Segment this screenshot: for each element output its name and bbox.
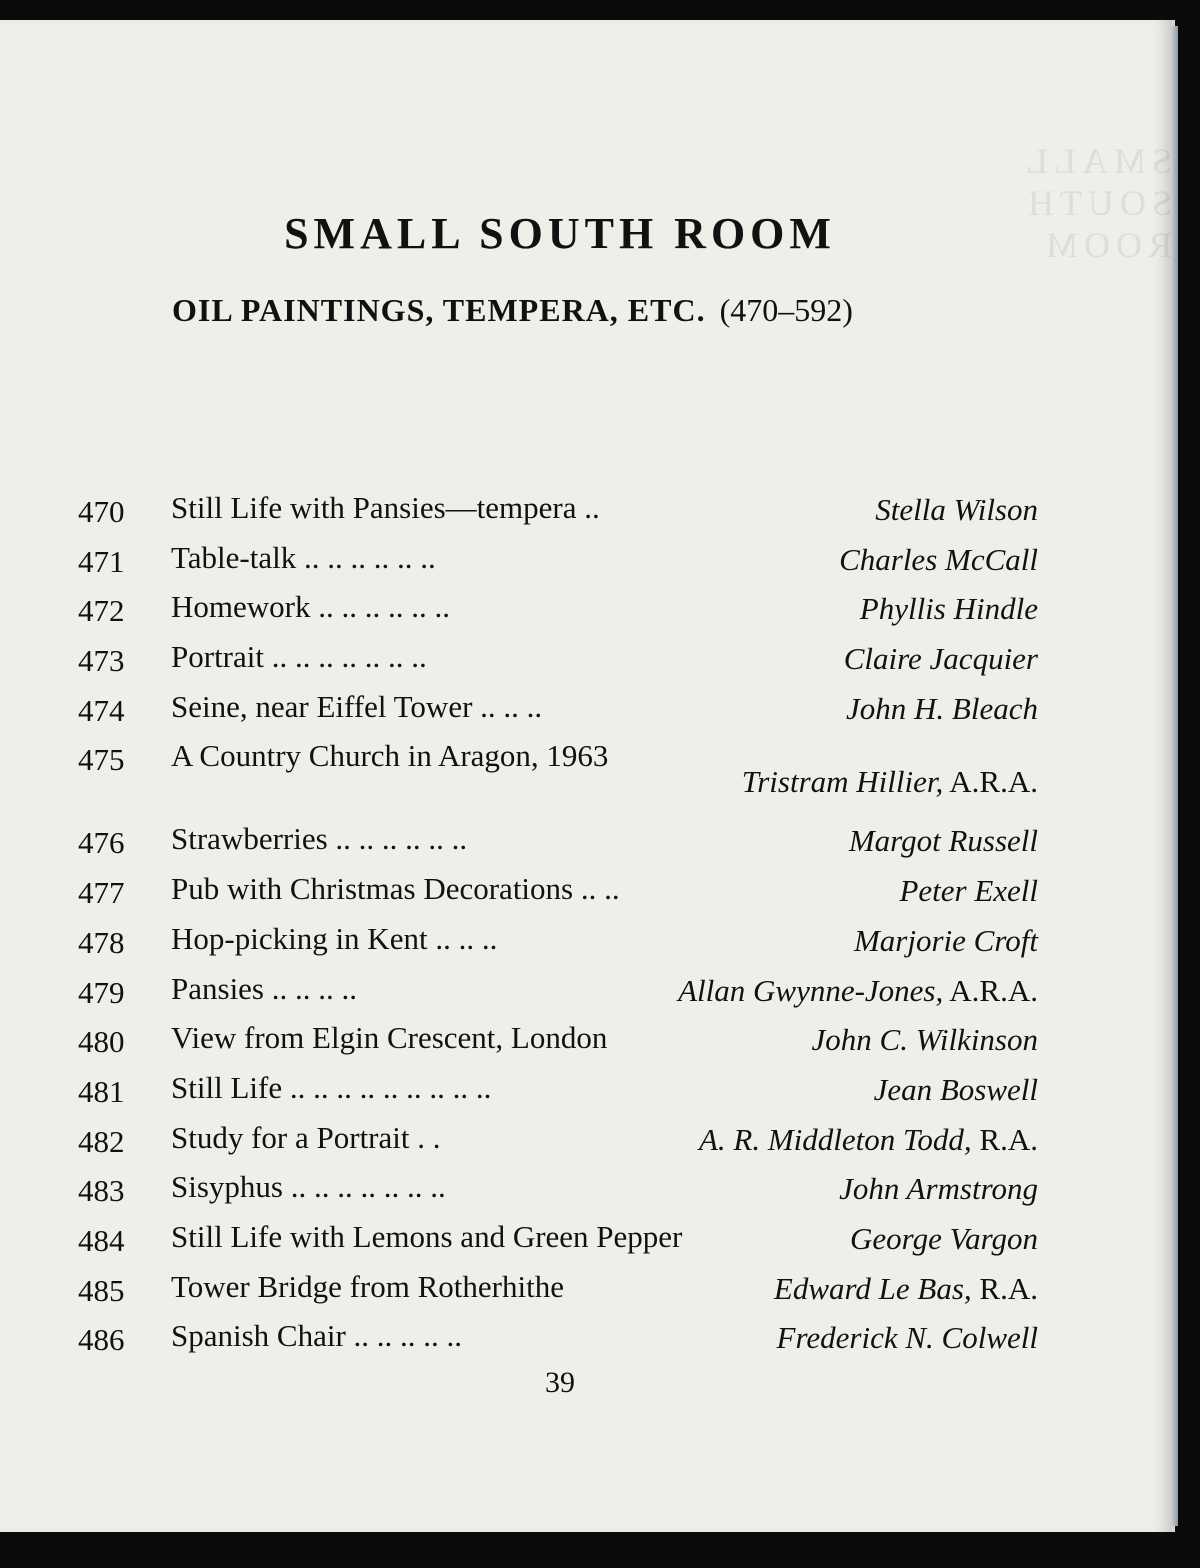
entry-number: 474	[78, 692, 125, 728]
entry-number: 481	[78, 1073, 125, 1109]
catalogue-entry	[78, 821, 1038, 871]
entry-artist	[839, 1171, 1038, 1207]
artist-honour: R.A.	[979, 1270, 1038, 1306]
catalogue-entry	[78, 921, 1038, 971]
entry-title: Still Life .. .. .. .. .. .. .. .. ..	[171, 1069, 492, 1105]
artist-name: Tristram Hillier,	[741, 764, 944, 800]
entry-title: Spanish Chair .. .. .. .. ..	[171, 1318, 463, 1354]
entry-artist	[812, 1022, 1038, 1058]
entry-artist	[850, 1221, 1038, 1257]
catalogue-entry	[78, 971, 1038, 1021]
entry-title: Pansies .. .. .. ..	[171, 970, 357, 1006]
entry-title: Table-talk .. .. .. .. .. ..	[171, 539, 436, 575]
entry-number: 483	[78, 1173, 125, 1209]
entry-number: 475	[78, 742, 125, 778]
entry-artist	[854, 923, 1038, 959]
entry-number: 486	[78, 1322, 125, 1358]
entry-number: 472	[78, 593, 125, 629]
entry-title: Still Life with Lemons and Green Pepper	[171, 1218, 683, 1254]
entry-artist	[860, 591, 1038, 627]
entry-artist	[875, 492, 1038, 528]
artist-name: John C. Wilkinson	[811, 1022, 1038, 1058]
bleed-through-text: SMALL SOUTH ROOM	[1021, 141, 1172, 265]
entry-number: 482	[78, 1123, 125, 1159]
entry-title: A Country Church in Aragon, 1963	[171, 738, 609, 774]
entry-artist	[678, 973, 1038, 1009]
catalogue-page	[0, 20, 1175, 1532]
entry-title: Strawberries .. .. .. .. .. ..	[171, 821, 468, 857]
catalogue-entry	[78, 738, 1038, 821]
catalogue-entry	[78, 1219, 1038, 1269]
artist-honour: A.R.A.	[949, 764, 1038, 800]
artist-name: Allan Gwynne-Jones,	[678, 972, 944, 1008]
entry-title: Portrait .. .. .. .. .. .. ..	[171, 639, 427, 675]
entry-title: Still Life with Pansies—tempera ..	[171, 490, 600, 525]
entry-number: 470	[78, 494, 125, 529]
artist-name: Marjorie Croft	[853, 922, 1038, 958]
entry-artist	[777, 1320, 1038, 1356]
entry-number: 480	[78, 1024, 125, 1060]
artist-name: Charles McCall	[839, 541, 1038, 577]
entry-artist	[874, 1072, 1038, 1108]
artist-name: Edward Le Bas,	[773, 1270, 972, 1306]
artist-name: Jean Boswell	[873, 1071, 1038, 1107]
entry-number: 477	[78, 875, 125, 911]
entry-artist	[774, 1271, 1038, 1307]
artist-name: John H. Bleach	[846, 690, 1038, 726]
page-title: SMALL SOUTH ROOM	[284, 209, 836, 258]
entry-title: View from Elgin Crescent, London	[171, 1020, 608, 1056]
entry-number: 473	[78, 643, 125, 679]
catalogue-entry	[78, 639, 1038, 689]
artist-name: Frederick N. Colwell	[776, 1320, 1038, 1356]
entry-number: 476	[78, 825, 125, 861]
artist-name: George Vargon	[850, 1220, 1038, 1256]
entry-artist	[844, 641, 1038, 677]
entry-number: 485	[78, 1272, 125, 1308]
entry-artist	[899, 873, 1038, 909]
entry-title: Tower Bridge from Rotherhithe	[171, 1268, 564, 1304]
catalogue-entry	[78, 490, 1038, 540]
catalogue-entry	[78, 1120, 1038, 1170]
entry-number: 478	[78, 924, 125, 960]
artist-name: A. R. Middleton Todd,	[698, 1121, 972, 1157]
entry-title: Pub with Christmas Decorations .. ..	[171, 871, 620, 907]
catalogue-list	[78, 490, 1038, 1368]
artist-name: John Armstrong	[839, 1171, 1038, 1207]
catalogue-range: (470–592)	[719, 292, 853, 328]
artist-name: Claire Jacquier	[843, 641, 1038, 677]
catalogue-entry	[78, 1070, 1038, 1120]
catalogue-entry	[78, 589, 1038, 639]
subtitle-text: OIL PAINTINGS, TEMPERA, ETC.	[172, 292, 706, 328]
entry-artist	[849, 823, 1038, 859]
catalogue-entry	[78, 1169, 1038, 1219]
catalogue-entry	[78, 871, 1038, 921]
entry-title: Homework .. .. .. .. .. ..	[171, 589, 450, 625]
artist-name: Stella Wilson	[875, 492, 1038, 527]
entry-title: Hop-picking in Kent .. .. ..	[171, 920, 498, 956]
entry-title: Seine, near Eiffel Tower .. .. ..	[171, 688, 543, 724]
catalogue-entry	[78, 689, 1038, 739]
entry-title: Study for a Portrait . .	[171, 1119, 441, 1155]
artist-honour: A.R.A.	[949, 972, 1038, 1008]
entry-number: 471	[78, 543, 125, 579]
entry-number: 484	[78, 1222, 125, 1258]
artist-name: Margot Russell	[848, 823, 1038, 859]
catalogue-entry	[78, 1020, 1038, 1070]
page-edge	[1172, 26, 1178, 1526]
section-subtitle	[172, 292, 952, 329]
page-number: 39	[545, 1366, 575, 1399]
catalogue-entry	[78, 1318, 1038, 1368]
artist-honour: R.A.	[979, 1121, 1038, 1157]
artist-name: Phyllis Hindle	[859, 591, 1038, 627]
entry-artist	[839, 542, 1038, 578]
entry-artist	[699, 1122, 1038, 1158]
catalogue-entry	[78, 1269, 1038, 1319]
entry-artist	[846, 691, 1038, 727]
entry-number: 479	[78, 974, 125, 1010]
artist-name: Peter Exell	[899, 873, 1038, 909]
catalogue-entry	[78, 540, 1038, 590]
entry-title: Sisyphus .. .. .. .. .. .. ..	[171, 1169, 446, 1205]
entry-artist	[742, 764, 1038, 800]
